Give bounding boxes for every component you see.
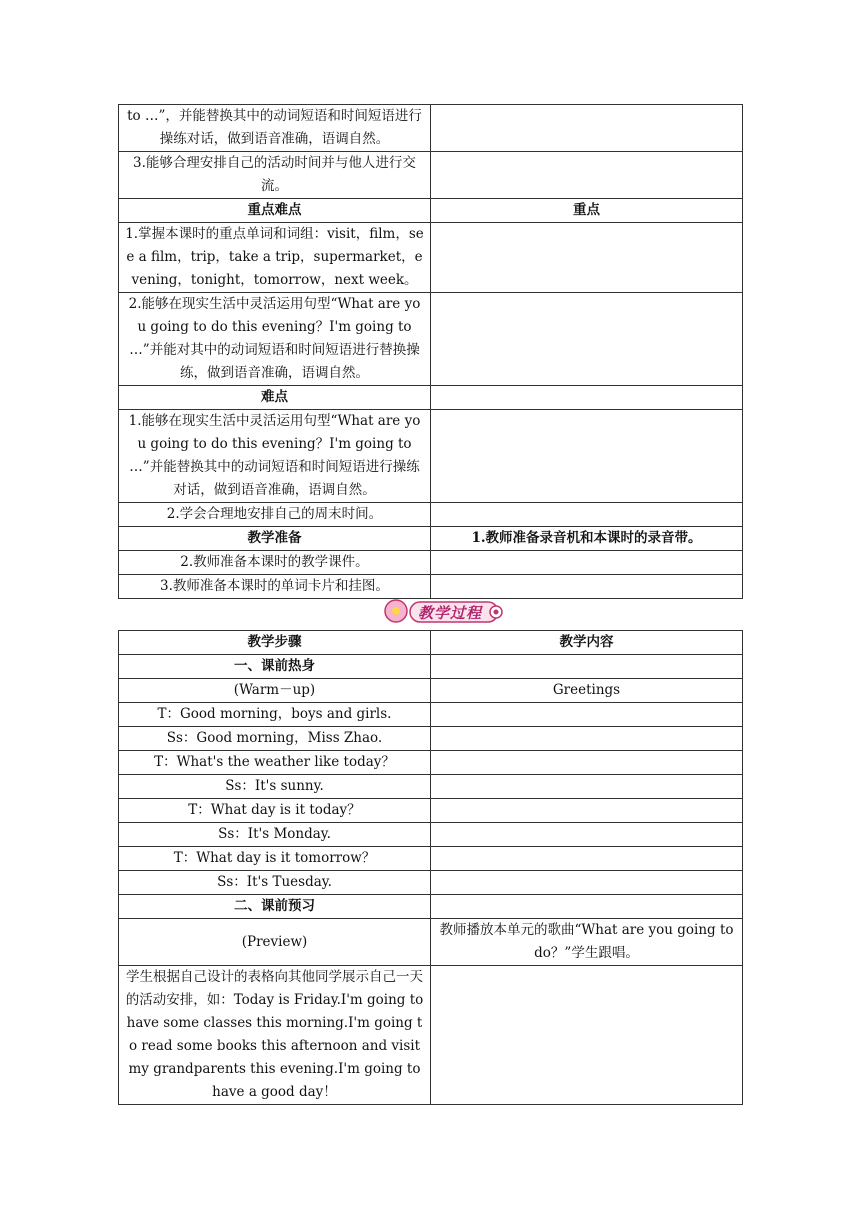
cell-left: 3.教师准备本课时的单词卡片和挂图。 — [119, 575, 431, 599]
table-row — [119, 223, 743, 293]
objectives-table — [118, 104, 743, 599]
table-row — [119, 895, 743, 919]
table-row — [119, 503, 743, 527]
cell-right — [431, 895, 743, 919]
cell-right: 1.教师准备录音机和本课时的录音带。 — [431, 527, 743, 551]
cell-left: 1.掌握本课时的重点单词和词组：visit，film，see a film，trip，take a trip，supermarket，evening，tonight，tomorrow，next week。 — [119, 223, 431, 293]
table-row — [119, 551, 743, 575]
cell-right — [431, 703, 743, 727]
cell-left: 2.能够在现实生活中灵活运用句型“What are you going to do this evening？I'm going to …”并能对其中的动词短语和时间短语进行替换操练，做到语音准确，语调自然。 — [119, 293, 431, 386]
cell-right — [431, 293, 743, 386]
table-row — [119, 527, 743, 551]
cell-left: T：What day is it tomorrow？ — [119, 847, 431, 871]
cell-right — [431, 551, 743, 575]
cell-right — [431, 152, 743, 199]
cell-left: to …”，并能替换其中的动词短语和时间短语进行操练对话，做到语音准确，语调自然。 — [119, 105, 431, 152]
cell-left: T：Good morning，boys and girls. — [119, 703, 431, 727]
cell-right — [431, 386, 743, 410]
cell-right — [431, 410, 743, 503]
table-row — [119, 966, 743, 1105]
cell-left: 2.学会合理地安排自己的周末时间。 — [119, 503, 431, 527]
table-row — [119, 293, 743, 386]
table-row — [119, 703, 743, 727]
cell-right — [431, 105, 743, 152]
cell-left: Ss：It's sunny. — [119, 775, 431, 799]
table-row — [119, 199, 743, 223]
cell-right — [431, 775, 743, 799]
cell-left: (Preview) — [119, 919, 431, 966]
cell-left: Ss：It's Tuesday. — [119, 871, 431, 895]
cell-right: 教师播放本单元的歌曲“What are you going to do？”学生跟唱。 — [431, 919, 743, 966]
cell-left: 二、课前预习 — [119, 895, 431, 919]
table-row — [119, 823, 743, 847]
cell-right — [431, 823, 743, 847]
objectives-table-body — [119, 105, 743, 599]
cell-left: 一、课前热身 — [119, 655, 431, 679]
table-row — [119, 679, 743, 703]
cell-left: T：What's the weather like today？ — [119, 751, 431, 775]
cell-left: Ss：Good morning，Miss Zhao. — [119, 727, 431, 751]
cell-left: 难点 — [119, 386, 431, 410]
process-table — [118, 630, 743, 1105]
cell-left: 1.能够在现实生活中灵活运用句型“What are you going to do this evening？I'm going to …”并能替换其中的动词短语和时间短语进行操练对话，做到语音准确，语调自然。 — [119, 410, 431, 503]
cell-left: 教学步骤 — [119, 631, 431, 655]
cell-left: (Warm－up) — [119, 679, 431, 703]
cell-left: T：What day is it today？ — [119, 799, 431, 823]
cell-left: 教学准备 — [119, 527, 431, 551]
table-row — [119, 775, 743, 799]
table-row — [119, 871, 743, 895]
cell-left: Ss：It's Monday. — [119, 823, 431, 847]
cell-right — [431, 655, 743, 679]
table-row — [119, 919, 743, 966]
section-title: 教学过程 — [418, 604, 483, 622]
table-row — [119, 105, 743, 152]
cell-left: 重点难点 — [119, 199, 431, 223]
cell-left: 学生根据自己设计的表格向其他同学展示自己一天的活动安排，如：Today is Friday.I'm going to have some classes this morning.I'm going to read some books this afternoon and visit my grandparents this evening.I'm going to have a good day！ — [119, 966, 431, 1105]
cell-right — [431, 871, 743, 895]
cell-right: 教学内容 — [431, 631, 743, 655]
table-row — [119, 386, 743, 410]
cell-right — [431, 799, 743, 823]
table-row — [119, 631, 743, 655]
cell-right — [431, 847, 743, 871]
cell-right — [431, 503, 743, 527]
table-row — [119, 847, 743, 871]
table-row — [119, 152, 743, 199]
cell-left: 3.能够合理安排自己的活动时间并与他人进行交流。 — [119, 152, 431, 199]
cell-right — [431, 751, 743, 775]
table-row — [119, 727, 743, 751]
cell-right — [431, 727, 743, 751]
cell-left: 2.教师准备本课时的教学课件。 — [119, 551, 431, 575]
cell-right — [431, 966, 743, 1105]
table-row — [119, 751, 743, 775]
table-row — [119, 799, 743, 823]
cell-right: 重点 — [431, 199, 743, 223]
table-row — [119, 410, 743, 503]
process-table-body — [119, 631, 743, 1105]
table-row — [119, 655, 743, 679]
cell-right — [431, 223, 743, 293]
cell-right: Greetings — [431, 679, 743, 703]
